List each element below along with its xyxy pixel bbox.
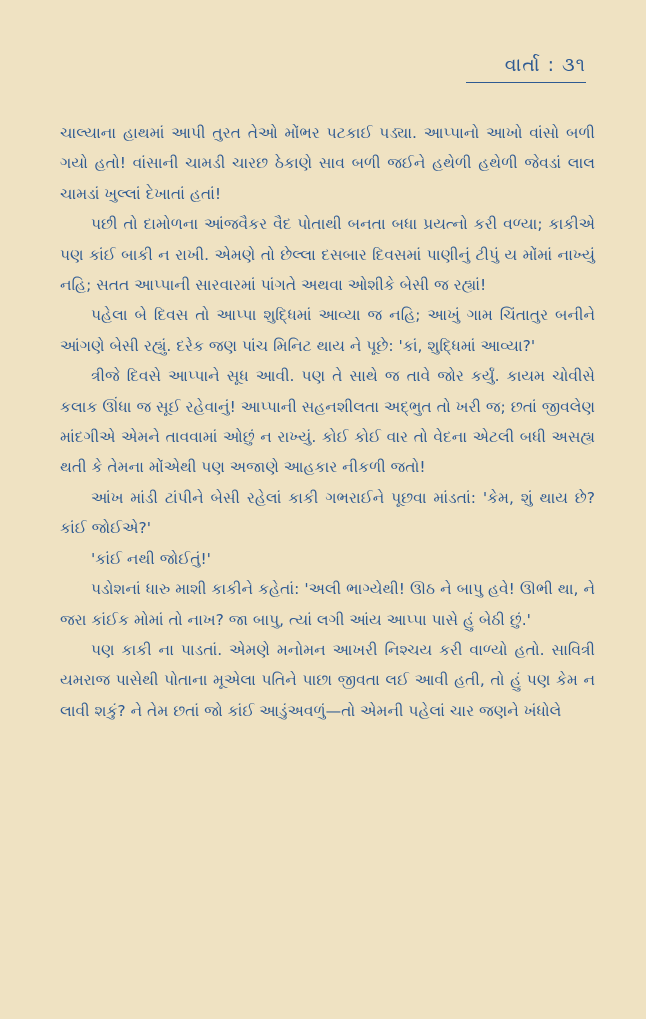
paragraph: 'કાંઈ નથી જોઈતું!': [91, 549, 211, 568]
paragraph: આંખ માંડી ટાંપીને બેસી રહેલાં કાકી ગભરાઈને પૂછવા માંડતાં: 'કેમ, શું થાય છે? કાંઈ જોઈએ?': [60, 488, 595, 538]
running-head: વાર્તા : ૩૧: [504, 54, 586, 76]
body-text: [60, 118, 595, 726]
paragraph: ચાલ્યાના હાથમાં આપી તુરત તેઓ મોંભર પટકાઈ પડ્યા. આપ્પાનો આખો વાંસો બળી ગયો હતો! વાંસાની ચામડી ચારછ ઠેકાણે સાવ બળી જઈને હથેળી હથેળી જેવડાં લાલ ચામડાં ખુલ્લાં દેખાતાં હતાં!: [60, 124, 595, 203]
paragraph: ત્રીજે દિવસે આપ્પાને સૂધ આવી. પણ તે સાથે જ તાવે જોર કર્યું. કાયમ ચોવીસે કલાક ઊંધા જ સૂઈ રહેવાનું! આપ્પાની સહનશીલતા અદ્ભુત તો ખરી જ; છતાં જીવલેણ માંદગીએ એમને તાવવામાં ઓછું ન રાખ્યું. કોઈ કોઈ વાર તો વેદના એટલી બધી અસહ્ય થતી કે તેમના મોંએથી પણ અજાણે આહકાર નીકળી જતો!: [60, 367, 595, 477]
paragraph: પહેલા બે દિવસ તો આપ્પા શુદ્ધિમાં આવ્યા જ નહિ; આખું ગામ ચિંતાતુર બનીને આંગણે બેસી રહ્યું. દરેક જણ પાંચ મિનિટ થાય ને પૂછે: 'કાં, શુદ્ધિમાં આવ્યા?': [60, 306, 595, 355]
header-rule: [466, 82, 586, 83]
page-header: [456, 54, 586, 83]
paragraph: પણ કાકી ના પાડતાં. એમણે મનોમન આખરી નિશ્ચય કરી વાળ્યો હતો. સાવિત્રી યમરાજ પાસેથી પોતાના મૂએલા પતિને પાછા જીવતા લઈ આવી હતી, તો હું પણ કેમ ન લાવી શકું? ને તેમ છતાં જો કાંઈ આડુંઅવળું—તો એમની પહેલાં ચાર જણને ખંધોલે: [60, 640, 595, 720]
paragraph: પડોશનાં ધારુ માશી કાકીને કહેતાં: 'અલી ભાગ્યેથી! ઊઠ ને બાપુ હવે! ઊભી થા, ને જરા કાંઈક મોમાં તો નાખ? જા બાપુ, ત્યાં લગી આંય આપ્પા પાસે હું બેઠી છું.': [60, 580, 595, 629]
paragraph: પછી તો દામોળના આંજવૈકર વૈદ પોતાથી બનતા બધા પ્રયત્નો કરી વળ્યા; કાકીએ પણ કાંઈ બાકી ન રાખી. એમણે તો છેલ્લા દસબાર દિવસમાં પાણીનું ટીપું ય મોંમાં નાખ્યું નહિ; સતત આપ્પાની સારવારમાં પાંગતે અથવા ઓશીકે બેસી જ રહ્યાં!: [60, 215, 595, 295]
